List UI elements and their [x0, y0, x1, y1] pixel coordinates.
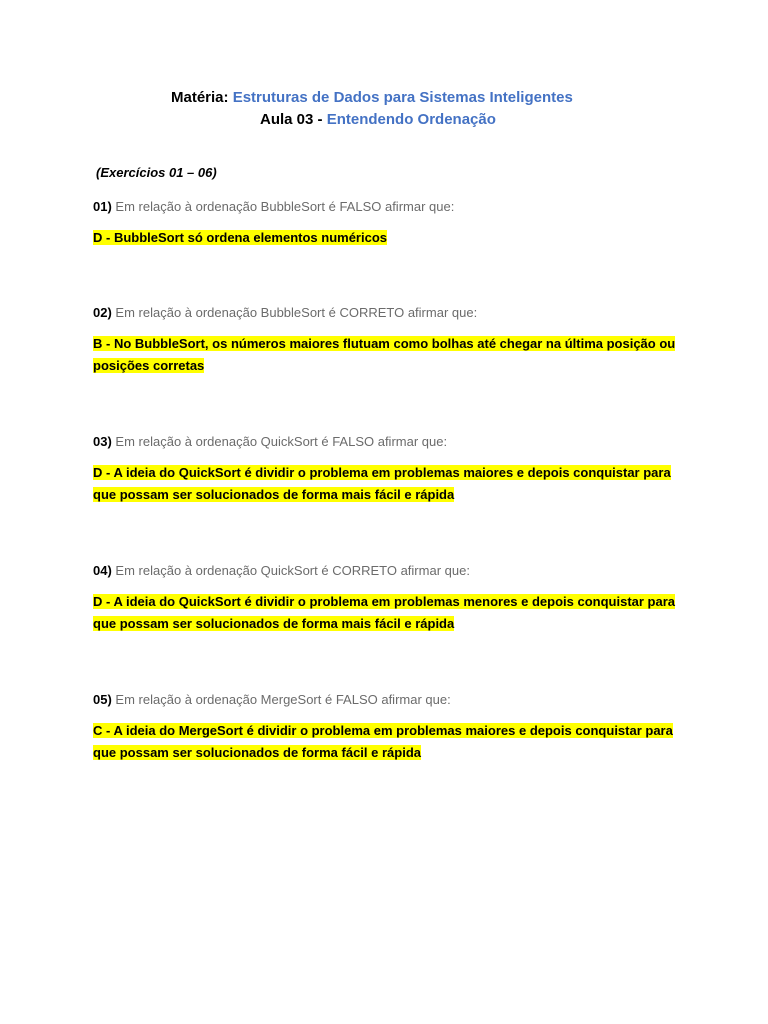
question-number: 01)	[93, 199, 112, 214]
lesson-label: Aula 03 -	[260, 111, 323, 128]
answer-block	[93, 462, 683, 506]
question-text: Em relação à ordenação QuickSort é FALSO afirmar que:	[115, 434, 448, 449]
question-prompt	[93, 305, 477, 320]
answer-block	[93, 720, 683, 764]
question-number: 05)	[93, 692, 112, 707]
answer-text: D - A ideia do QuickSort é dividir o problema em problemas maiores e depois conquistar para que possam ser solucionados de forma mais fácil e rápida	[93, 465, 671, 502]
question-text: Em relação à ordenação BubbleSort é FALSO afirmar que:	[115, 199, 455, 214]
answer-text: C - A ideia do MergeSort é dividir o problema em problemas maiores e depois conquistar para que possam ser solucionados de forma fácil e rápida	[93, 723, 673, 760]
question-text: Em relação à ordenação MergeSort é FALSO afirmar que:	[115, 692, 451, 707]
question-number: 03)	[93, 434, 112, 449]
subject-heading	[171, 89, 573, 106]
subject-value: Estruturas de Dados para Sistemas Inteligentes	[232, 89, 573, 106]
lesson-value: Entendendo Ordenação	[326, 111, 496, 128]
answer-text: D - BubbleSort só ordena elementos numéricos	[93, 230, 387, 245]
question-prompt	[93, 692, 451, 707]
subject-label: Matéria:	[171, 89, 229, 106]
question-text: Em relação à ordenação QuickSort é CORRETO afirmar que:	[115, 563, 470, 578]
answer-text: B - No BubbleSort, os números maiores flutuam como bolhas até chegar na última posição ou posições corretas	[93, 336, 676, 373]
answer-block	[93, 333, 683, 377]
question-prompt	[93, 563, 470, 578]
exercise-range: (Exercícios 01 – 06)	[96, 165, 217, 180]
answer-block	[93, 591, 683, 635]
answer-text: D - A ideia do QuickSort é dividir o problema em problemas menores e depois conquistar para que possam ser solucionados de forma mais fácil e rápida	[93, 594, 676, 631]
question-prompt	[93, 434, 447, 449]
question-prompt	[93, 199, 454, 214]
lesson-heading	[260, 111, 496, 128]
answer-block	[93, 227, 683, 249]
question-number: 02)	[93, 305, 112, 320]
question-text: Em relação à ordenação BubbleSort é CORRETO afirmar que:	[115, 305, 478, 320]
question-number: 04)	[93, 563, 112, 578]
